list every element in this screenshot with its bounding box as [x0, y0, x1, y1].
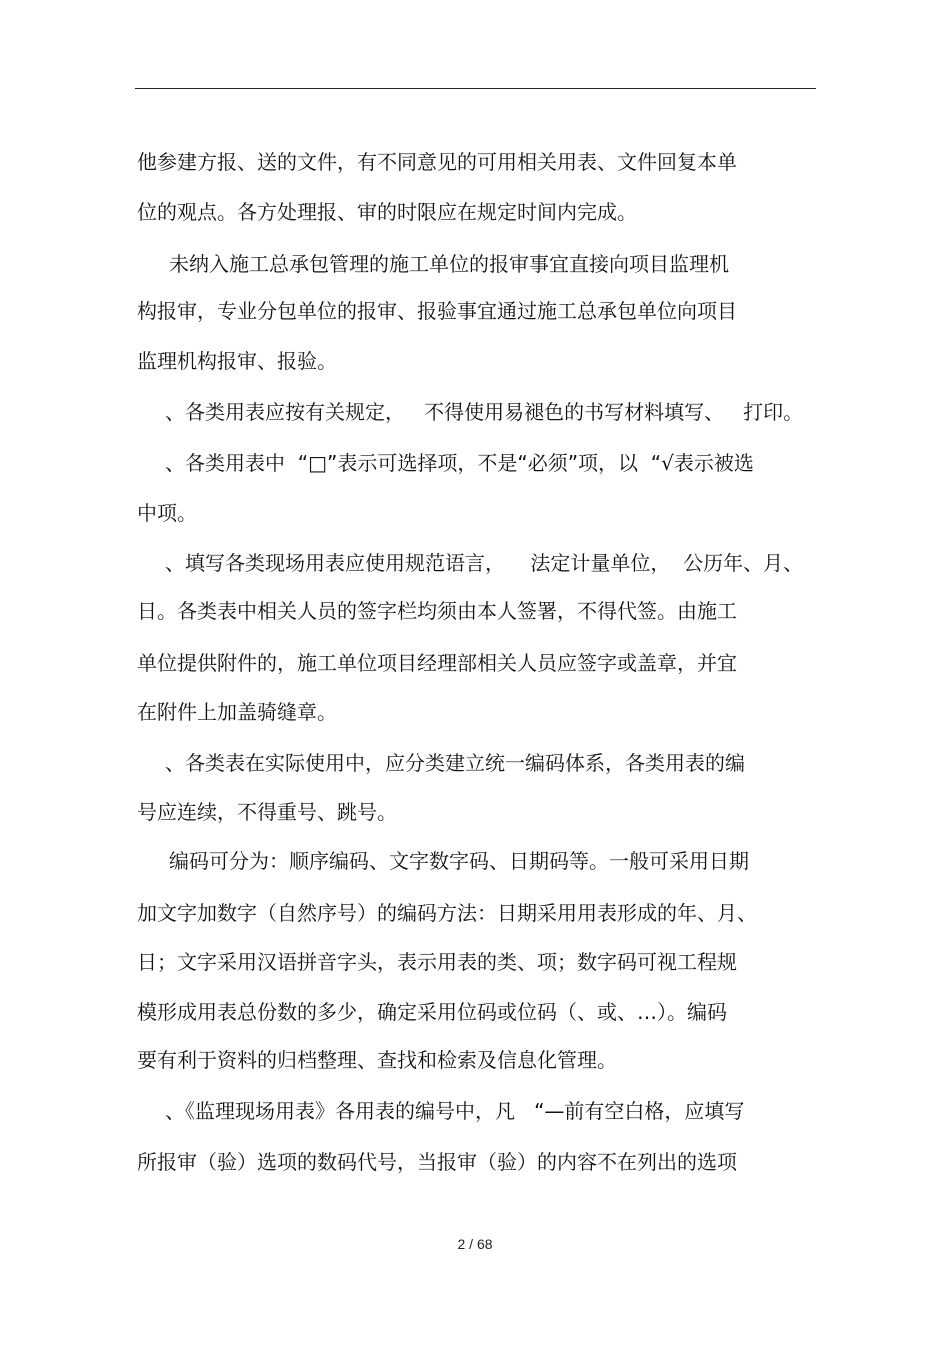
- page-number: 2 / 68: [457, 1236, 493, 1252]
- text-line: 他参建方报、送的文件，有不同意见的可用相关用表、文件回复本单: [137, 150, 737, 174]
- text-line: 、《监理现场用表》各用表的编号中，凡 “—前有空白格，应填写: [165, 1099, 745, 1123]
- text-line: 、填写各类现场用表应使用规范语言， 法定计量单位， 公历年、月、: [165, 551, 804, 575]
- text-line: 监理机构报审、报验。: [137, 349, 337, 373]
- text-line: 号应连续，不得重号、跳号。: [137, 800, 397, 824]
- text-line: 位的观点。各方处理报、审的时限应在规定时间内完成。: [137, 200, 637, 224]
- text-line: 、各类用表中 “□”表示可选择项，不是“必须”项，以 “√表示被选: [165, 451, 754, 475]
- text-line: 日；文字采用汉语拼音字头，表示用表的类、项；数字码可视工程规: [137, 950, 737, 974]
- text-line: 编码可分为：顺序编码、文字数字码、日期码等。一般可采用日期: [169, 849, 749, 873]
- text-line: 未纳入施工总承包管理的施工单位的报审事宜直接向项目监理机: [169, 252, 729, 276]
- text-line: 要有利于资料的归档整理、查找和检索及信息化管理。: [137, 1048, 617, 1072]
- text-line: 、各类用表应按有关规定， 不得使用易褪色的书写材料填写、 打印。: [165, 400, 804, 424]
- header-rule: [135, 88, 816, 89]
- text-line: 、各类表在实际使用中，应分类建立统一编码体系，各类用表的编: [165, 751, 745, 775]
- text-line: 构报审，专业分包单位的报审、报验事宜通过施工总承包单位向项目: [137, 299, 737, 323]
- text-line: 所报审（验）选项的数码代号，当报审（验）的内容不在列出的选项: [137, 1150, 737, 1174]
- text-line: 模形成用表总份数的多少，确定采用位码或位码（、或、…）。编码: [137, 1000, 727, 1024]
- text-line: 日。各类表中相关人员的签字栏均须由本人签署，不得代签。由施工: [137, 599, 737, 623]
- text-line: 单位提供附件的，施工单位项目经理部相关人员应签字或盖章，并宜: [137, 651, 737, 675]
- text-line: 中项。: [137, 501, 197, 525]
- text-line: 加文字加数字（自然序号）的编码方法：日期采用用表形成的年、月、: [137, 901, 757, 925]
- text-line: 在附件上加盖骑缝章。: [137, 700, 337, 724]
